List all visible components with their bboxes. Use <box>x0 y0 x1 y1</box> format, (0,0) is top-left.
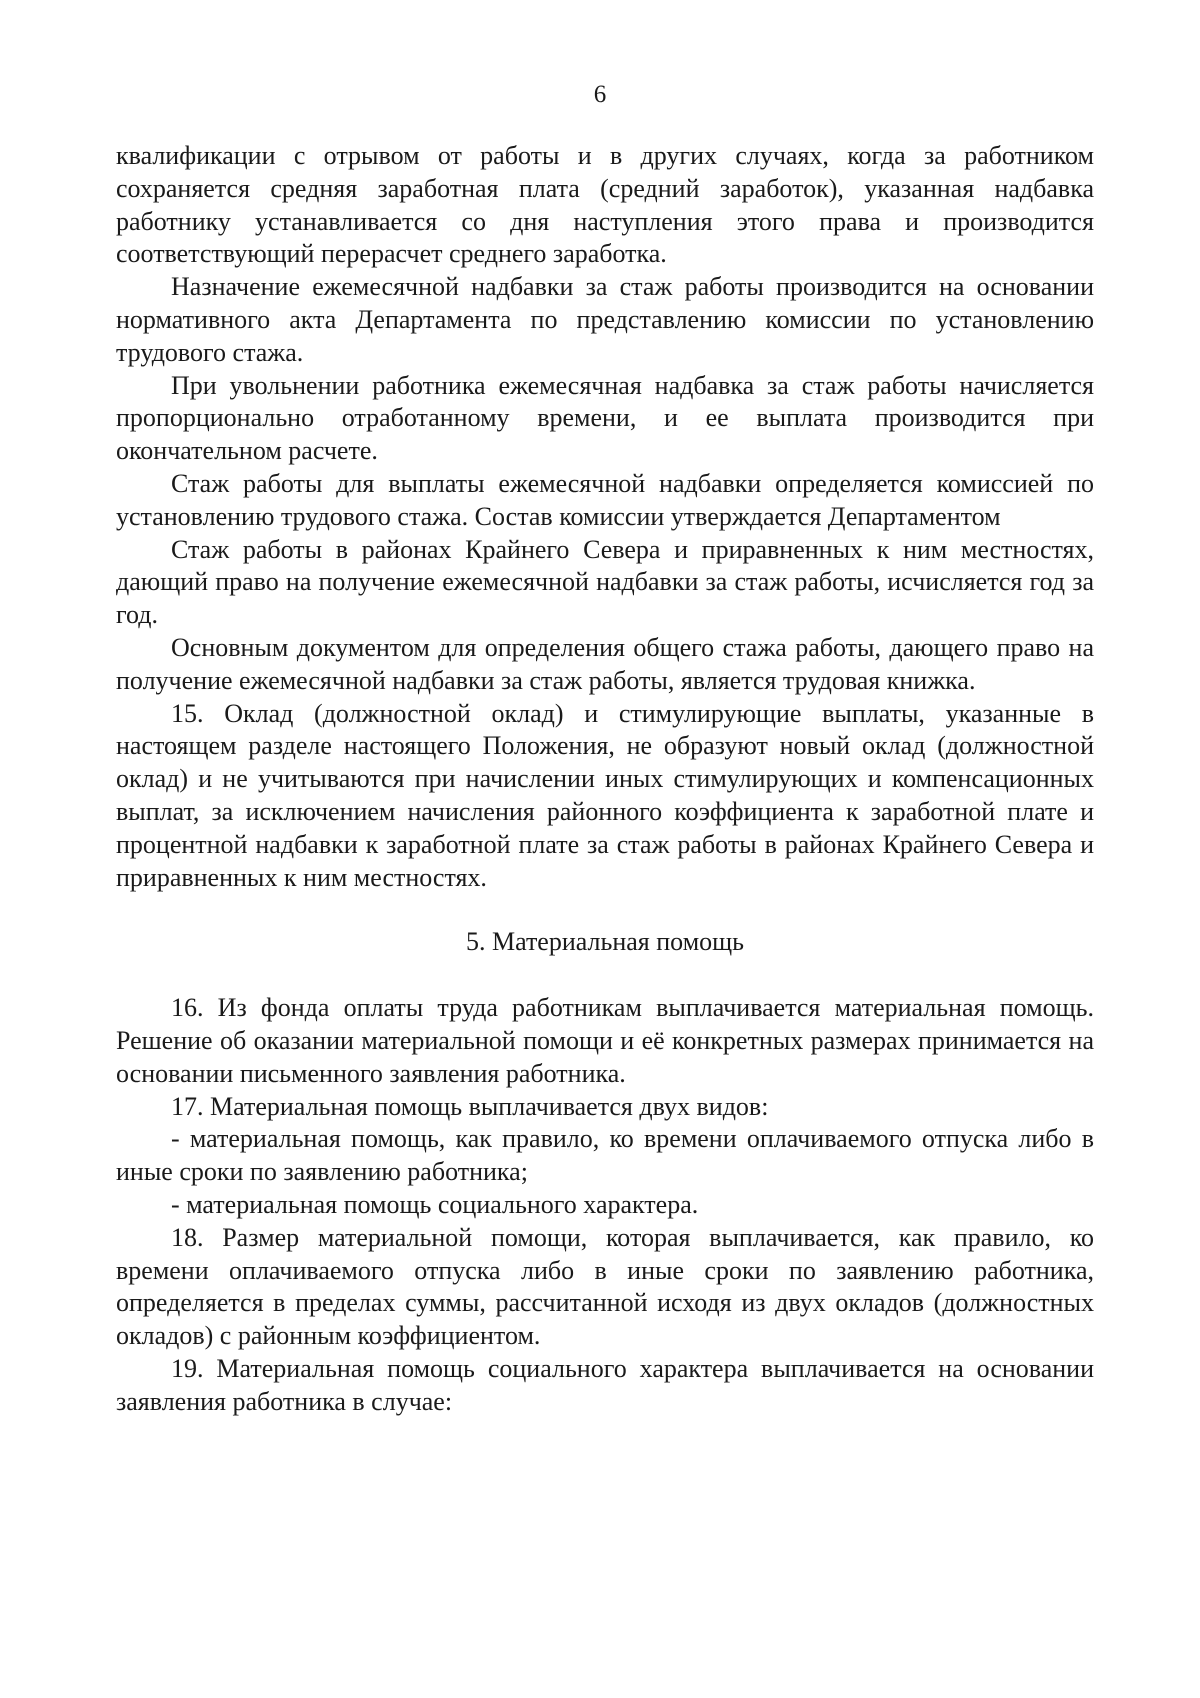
list-item-social-aid: - материальная помощь социального характера. <box>171 1189 699 1219</box>
paragraph-commission: Стаж работы для выплаты ежемесячной надбавки определяется комиссией по установлению трудового стажа. Состав комиссии утверждается Департаментом <box>116 468 1094 531</box>
paragraph-work-book: Основным документом для определения общего стажа работы, дающего право на получение ежемесячной надбавки за стаж работы, является трудовая книжка. <box>116 632 1094 695</box>
paragraph-item-17: 17. Материальная помощь выплачивается двух видов: <box>171 1091 769 1121</box>
paragraph-item-18: 18. Размер материальной помощи, которая выплачивается, как правило, ко времени оплачиваемого отпуска либо в иные сроки по заявлению работника, определяется в пределах суммы, рассчитанной исходя из двух окладов (должностных окладов) с районным коэффициентом. <box>116 1222 1094 1351</box>
section-heading: 5. Материальная помощь <box>465 927 745 957</box>
paragraph-item-16: 16. Из фонда оплаты труда работникам выплачивается материальная помощь. Решение об оказании материальной помощи и её конкретных размерах принимается на основании письменного заявления работника. <box>116 993 1094 1088</box>
list-item-vacation-aid: - материальная помощь, как правило, ко времени оплачиваемого отпуска либо в иные сроки по заявлению работника; <box>116 1124 1094 1187</box>
document-body <box>116 140 1094 1418</box>
paragraph-dismissal: При увольнении работника ежемесячная надбавка за стаж работы начисляется пропорционально отработанному времени, и ее выплата производится при окончательном расчете. <box>116 370 1094 466</box>
paragraph-item-19: 19. Материальная помощь социального характера выплачивается на основании заявления работника в случае: <box>116 1353 1094 1416</box>
paragraph-item-15: 15. Оклад (должностной оклад) и стимулирующие выплаты, указанные в настоящем разделе настоящего Положения, не образуют новый оклад (должностной оклад) и не учитываются при начислении иных стимулирующих и компенсационных выплат, за исключением начисления районного коэффициента к заработной плате и процентной надбавки к заработной плате за стаж работы в районах Крайнего Севера и приравненных к ним местностях. <box>116 698 1094 892</box>
paragraph-continuation: квалификации с отрывом от работы и в других случаях, когда за работником сохраняется средняя заработная плата (средний заработок), указанная надбавка работнику устанавливается со дня наступления этого права и производится соответствующий перерасчет среднего заработка. <box>116 141 1094 269</box>
paragraph-far-north: Стаж работы в районах Крайнего Севера и приравненных к ним местностях, дающий право на получение ежемесячной надбавки за стаж работы, исчисляется год за год. <box>116 534 1094 630</box>
page-number: 6 <box>593 81 607 108</box>
paragraph-appointment: Назначение ежемесячной надбавки за стаж работы производится на основании нормативного акта Департамента по представлению комиссии по установлению трудового стажа. <box>116 272 1094 367</box>
